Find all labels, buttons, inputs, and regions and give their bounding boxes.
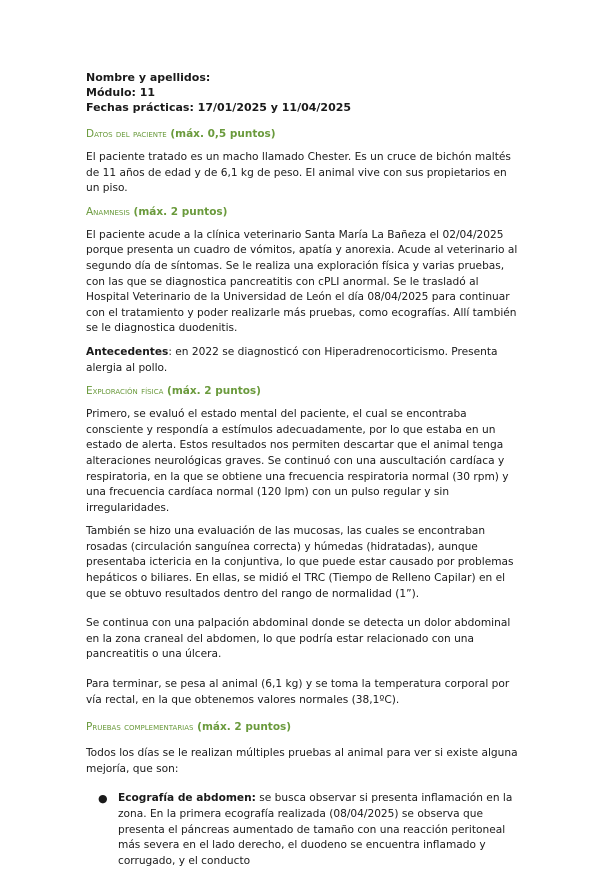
exploracion-paragraph-1: Primero, se evaluó el estado mental del paciente, el cual se encontraba consciente y respondía a estímulos adecuadamente, por lo que estaba en un estado de alerta. Estos resultados nos permiten descartar que el animal tenga alteraciones neurológicas graves. Se continuó con una auscultación cardíaca y respiratoria, en la que se obtiene una frecuencia respiratoria normal (30 rpm) y una frecuencia cardíaca normal (120 lpm) con un pulso regular y sin irregularidades. <box>86 408 509 514</box>
exploracion-paragraph-3: Se continua con una palpación abdominal donde se detecta un dolor abdominal en la zona craneal del abdomen, lo que podría estar relacionado con una pancreatitis o una úlcera. <box>86 617 511 661</box>
datos-paragraph: El paciente tratado es un macho llamado Chester. Es un cruce de bichón maltés de 11 años de edad y de 6,1 kg de peso. El animal vive con sus propietarios en un piso. <box>86 151 511 195</box>
name-label: Nombre y apellidos: <box>86 71 211 84</box>
antecedentes-text: : en 2022 se diagnosticó con Hiperadrenocorticismo. Presenta alergia al pollo. <box>86 345 498 374</box>
section-title-pruebas-text: Pruebas complementarias <box>86 721 194 734</box>
section-title-exploracion <box>86 384 518 398</box>
section-title-exploracion-points: (máx. 2 puntos) <box>163 385 261 398</box>
exploracion-paragraph-4: Para terminar, se pesa al animal (6,1 kg) y se toma la temperatura corporal por vía rectal, en la que obtenemos valores normales (38,1ºC). <box>86 678 510 706</box>
section-title-datos-points: (máx. 0,5 puntos) <box>166 128 276 140</box>
section-title-pruebas <box>86 720 518 734</box>
section-title-datos <box>86 127 518 141</box>
section-title-anamnesis-text: Anamnesis <box>86 205 130 218</box>
section-title-datos-text: Datos del paciente <box>86 128 167 140</box>
ecografia-text: se busca observar si presenta inflamación en la zona. En la primera ecografía realizada (08/04/2025) se observa que presenta el páncreas aumentado de tamaño con una reacción peritoneal más severa en el lado derecho, el duodeno se encuentra inflamado y corrugado, y el conducto <box>118 792 513 867</box>
section-title-anamnesis <box>86 205 518 219</box>
exploracion-paragraph-2: También se hizo una evaluación de las mucosas, las cuales se encontraban rosadas (circulación sanguínea correcta) y húmedas (hidratadas), aunque presentaba ictericia en la conjuntiva, lo que puede estar causado por problemas hepáticos o biliares. En ellas, se midió el TRC (Tiempo de Relleno Capilar) en el que se obtuvo resultados dentro del rango de normalidad (1”). <box>86 525 514 600</box>
pruebas-paragraph: Todos los días se le realizan múltiples pruebas al animal para ver si existe alguna mejoría, que son: <box>86 747 518 775</box>
section-title-pruebas-points: (máx. 2 puntos) <box>193 721 292 734</box>
module-label: Módulo: 11 <box>86 86 156 99</box>
list-item <box>98 791 518 869</box>
document-content <box>86 70 518 869</box>
dates-label: Fechas prácticas: 17/01/2025 y 11/04/2025 <box>86 101 352 114</box>
pruebas-list <box>86 791 518 869</box>
bullet-icon: ● <box>98 792 108 806</box>
antecedentes-label: Antecedentes <box>86 345 169 358</box>
antecedentes-paragraph <box>86 345 518 376</box>
section-title-anamnesis-points: (máx. 2 puntos) <box>129 205 228 218</box>
section-title-exploracion-text: Exploración física <box>86 385 164 398</box>
ecografia-label: Ecografía de abdomen: <box>118 792 256 805</box>
anamnesis-paragraph: El paciente acude a la clínica veterinario Santa María La Bañeza el 02/04/2025 porque presenta un cuadro de vómitos, apatía y anorexia. Acude al veterinario al segundo día de síntomas. Se le realiza una exploración física y varias pruebas, con las que se diagnostica pancreatitis con cPLI anormal. Se le trasladó al Hospital Veterinario de la Universidad de León el día 08/04/2025 para continuar con el tratamiento y poder realizarle más pruebas, como ecografías. Allí también se le diagnostica duodenitis. <box>86 228 518 335</box>
